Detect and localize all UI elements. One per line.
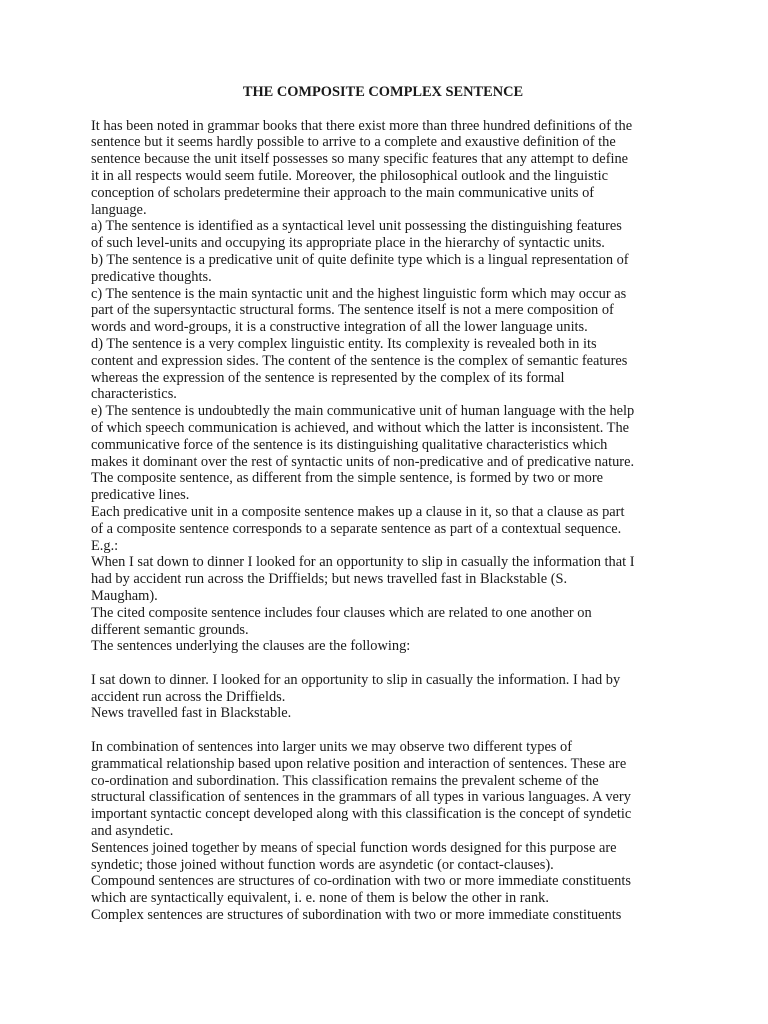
text-line: Complex sentences are structures of subordination with two or more immediate constituents bbox=[91, 907, 622, 924]
paragraph bbox=[91, 840, 683, 874]
text-line: a) The sentence is identified as a syntactical level unit possessing the distinguishing features bbox=[91, 218, 622, 235]
text-line: The cited composite sentence includes four clauses which are related to one another on bbox=[91, 604, 592, 621]
text-line: In combination of sentences into larger units we may observe two different types of bbox=[91, 739, 573, 756]
text-line: The composite sentence, as different from the simple sentence, is formed by two or more bbox=[91, 470, 604, 487]
paragraph bbox=[91, 336, 683, 403]
text-line: Maugham). bbox=[91, 587, 158, 604]
paragraph bbox=[91, 504, 683, 538]
paragraph bbox=[91, 739, 683, 840]
text-line: When I sat down to dinner I looked for an opportunity to slip in casually the information that I bbox=[91, 554, 635, 571]
paragraph-list bbox=[91, 118, 683, 924]
text-line: language. bbox=[91, 201, 147, 218]
text-line: E.g.: bbox=[91, 537, 119, 554]
paragraph bbox=[91, 118, 683, 219]
paragraph bbox=[91, 672, 683, 706]
blank-line bbox=[91, 655, 683, 672]
paragraph bbox=[91, 722, 683, 739]
text-line: it in all respects would seem futile. Moreover, the philosophical outlook and the linguistic bbox=[91, 167, 608, 184]
text-line: Each predicative unit in a composite sentence makes up a clause in it, so that a clause as part bbox=[91, 503, 625, 520]
paragraph bbox=[91, 470, 683, 504]
text-line: of which speech communication is achieved, and without which the latter is inconsistent. The bbox=[91, 419, 630, 436]
text-line: predicative thoughts. bbox=[91, 268, 212, 285]
paragraph bbox=[91, 252, 683, 286]
paragraph bbox=[91, 403, 683, 470]
text-line: grammatical relationship based upon relative position and interaction of sentences. These are bbox=[91, 755, 627, 772]
text-line: I sat down to dinner. I looked for an opportunity to slip in casually the information. I had by bbox=[91, 671, 621, 688]
text-line: conception of scholars predetermine their approach to the main communicative units of bbox=[91, 184, 595, 201]
text-line: different semantic grounds. bbox=[91, 621, 249, 638]
text-line: and asyndetic. bbox=[91, 823, 174, 840]
text-line: sentence because the unit itself possesses so many specific features that any attempt to define bbox=[91, 151, 629, 168]
text-line: part of the supersyntactic structural forms. The sentence itself is not a mere composition of bbox=[91, 302, 614, 319]
text-line: makes it dominant over the rest of syntactic units of non-predicative and of predicative nature. bbox=[91, 453, 635, 470]
text-line: d) The sentence is a very complex linguistic entity. Its complexity is revealed both in its bbox=[91, 335, 597, 352]
text-line: b) The sentence is a predicative unit of quite definite type which is a lingual representation of bbox=[91, 251, 629, 268]
text-line: accident run across the Driffields. bbox=[91, 688, 286, 705]
text-line: sentence but it seems hardly possible to arrive to a complete and exaustive definition of the bbox=[91, 134, 616, 151]
text-line: of a composite sentence corresponds to a separate sentence as part of a contextual sequence. bbox=[91, 520, 622, 537]
document-body bbox=[91, 84, 683, 924]
text-line: words and word-groups, it is a constructive integration of all the lower language units. bbox=[91, 319, 588, 336]
text-line: structural classification of sentences in the grammars of all types in various languages. A very bbox=[91, 789, 631, 806]
paragraph bbox=[91, 538, 683, 555]
document-title: THE COMPOSITE COMPLEX SENTENCE bbox=[242, 84, 524, 100]
paragraph bbox=[91, 218, 683, 252]
text-line: Sentences joined together by means of special function words designed for this purpose are bbox=[91, 839, 617, 856]
text-line: e) The sentence is undoubtedly the main communicative unit of human language with the help bbox=[91, 403, 635, 420]
text-line: which are syntactically equivalent, i. e. none of them is below the other in rank. bbox=[91, 890, 549, 907]
text-line: syndetic; those joined without function words are asyndetic (or contact-clauses). bbox=[91, 856, 554, 873]
text-line: c) The sentence is the main syntactic unit and the highest linguistic form which may occur as bbox=[91, 285, 627, 302]
text-line: communicative force of the sentence is its distinguishing qualitative characteristics which bbox=[91, 436, 608, 453]
blank-line bbox=[91, 722, 683, 739]
paragraph bbox=[91, 638, 683, 655]
paragraph bbox=[91, 873, 683, 907]
paragraph bbox=[91, 655, 683, 672]
text-line: It has been noted in grammar books that there exist more than three hundred definitions of the bbox=[91, 117, 633, 134]
paragraph bbox=[91, 286, 683, 336]
text-line: whereas the expression of the sentence is represented by the complex of its formal bbox=[91, 369, 565, 386]
paragraph bbox=[91, 907, 683, 924]
text-line: important syntactic concept developed along with this classification is the concept of syndetic bbox=[91, 806, 632, 823]
text-line: of such level-units and occupying its appropriate place in the hierarchy of syntactic units. bbox=[91, 235, 605, 252]
text-line: The sentences underlying the clauses are the following: bbox=[91, 638, 411, 655]
paragraph bbox=[91, 605, 683, 639]
paragraph bbox=[91, 554, 683, 604]
paragraph bbox=[91, 705, 683, 722]
text-line: had by accident run across the Driffields; but news travelled fast in Blackstable (S. bbox=[91, 571, 568, 588]
text-line: Compound sentences are structures of co-ordination with two or more immediate constituents bbox=[91, 873, 631, 890]
text-line: predicative lines. bbox=[91, 487, 190, 504]
text-line: characteristics. bbox=[91, 386, 177, 403]
text-line: News travelled fast in Blackstable. bbox=[91, 705, 292, 722]
text-line: co-ordination and subordination. This classification remains the prevalent scheme of the bbox=[91, 772, 599, 789]
text-line: content and expression sides. The content of the sentence is the complex of semantic features bbox=[91, 352, 628, 369]
